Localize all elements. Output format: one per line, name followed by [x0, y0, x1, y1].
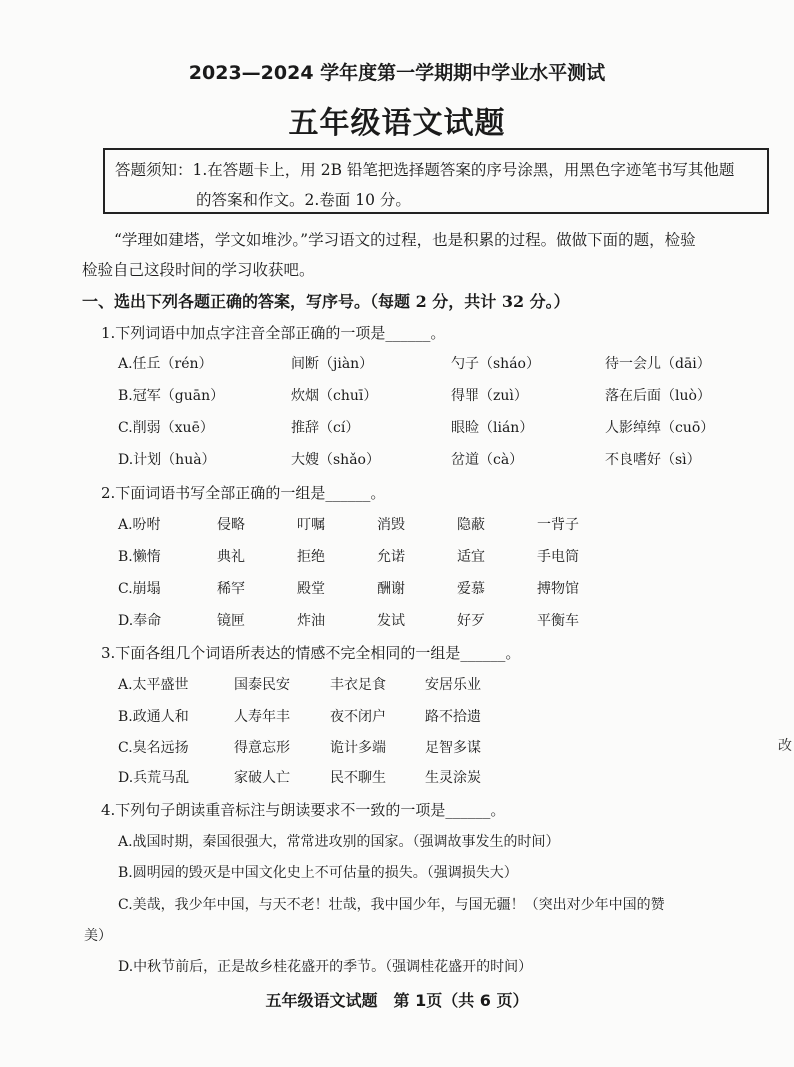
q2-option-d-1: D.奉命 — [118, 613, 162, 629]
page-footer: 五年级语文试题 第 1页（共 6 页） — [265, 991, 529, 1010]
instructions-line-2: 的答案和作文。2.卷面 10 分。 — [196, 191, 411, 209]
q3-option-b-3: 夜不闭户 — [330, 709, 386, 725]
q2-option-a-1: A.吩咐 — [118, 517, 161, 533]
q4-option-d: D.中秋节前后，正是故乡桂花盛开的季节。（强调桂花盛开的时间） — [118, 959, 533, 975]
q4-option-c-continued: 美） — [84, 928, 112, 944]
q2-option-d-2: 镜匣 — [217, 613, 245, 629]
q3-option-a-1: A.太平盛世 — [118, 677, 189, 693]
q2-option-c-6: 搏物馆 — [537, 581, 579, 597]
q3-option-c-3: 诡计多端 — [330, 740, 386, 756]
q2-option-b-1: B.懒惰 — [118, 549, 161, 565]
q3-option-c-2: 得意忘形 — [234, 740, 290, 756]
q3-option-d-4: 生灵涂炭 — [425, 770, 481, 786]
q2-option-c-4: 酬谢 — [377, 581, 405, 597]
q2-option-d-4: 发试 — [377, 613, 405, 629]
q1-option-c-4: 人影绰绰（cuō） — [605, 420, 715, 436]
q1-option-c-2: 推辞（cí） — [291, 420, 360, 436]
intro-line-2: 检验自己这段时间的学习收获吧。 — [82, 261, 315, 279]
q1-option-c-1: C.削弱（xuē） — [118, 420, 214, 436]
q3-option-b-1: B.政通人和 — [118, 709, 189, 725]
question-3-stem: 3.下面各组几个词语所表达的情感不完全相同的一组是______。 — [101, 644, 521, 662]
q1-option-a-1: A.任丘（rén） — [118, 356, 213, 372]
q2-option-b-3: 拒绝 — [297, 549, 325, 565]
q1-option-b-2: 炊烟（chuī） — [291, 388, 378, 404]
q2-option-b-2: 典礼 — [217, 549, 245, 565]
q2-option-d-6: 平衡车 — [537, 613, 579, 629]
q1-option-a-3: 勺子（sháo） — [451, 356, 540, 372]
section-1-heading: 一、选出下列各题正确的答案，写序号。（每题 2 分，共计 32 分。） — [82, 292, 570, 311]
q1-option-d-3: 岔道（cà） — [451, 452, 524, 468]
q3-option-b-2: 人寿年丰 — [234, 709, 290, 725]
q2-option-c-2: 稀罕 — [217, 581, 245, 597]
instructions-line-1: 答题须知：1.在答题卡上，用 2B 铅笔把选择题答案的序号涂黑，用黑色字迹笔书写其他题 — [115, 161, 735, 179]
q2-option-a-6: 一背子 — [537, 517, 579, 533]
q2-option-c-1: C.崩塌 — [118, 581, 161, 597]
q1-option-c-3: 眼睑（lián） — [451, 420, 534, 436]
q3-option-a-2: 国泰民安 — [234, 677, 290, 693]
q4-option-c: C.美哉，我少年中国，与天不老！壮哉，我中国少年，与国无疆！（突出对少年中国的赞 — [118, 897, 665, 913]
q3-option-a-4: 安居乐业 — [425, 677, 481, 693]
q2-option-b-6: 手电筒 — [537, 549, 579, 565]
q4-option-b: B.圆明园的毁灭是中国文化史上不可估量的损失。（强调损失大） — [118, 865, 518, 881]
q2-option-c-3: 殿堂 — [297, 581, 325, 597]
question-4-stem: 4.下列句子朗读重音标注与朗读要求不一致的一项是______。 — [101, 801, 506, 819]
q2-option-a-4: 消毁 — [377, 517, 405, 533]
q3-option-d-2: 家破人亡 — [234, 770, 290, 786]
q3-option-d-1: D.兵荒马乱 — [118, 770, 190, 786]
q3-option-d-3: 民不聊生 — [330, 770, 386, 786]
margin-note: 改 — [778, 738, 792, 754]
q3-option-c-4: 足智多谋 — [425, 740, 481, 756]
q1-option-a-2: 间断（jiàn） — [291, 356, 374, 372]
q2-option-a-5: 隐蔽 — [457, 517, 485, 533]
q2-option-d-5: 好歹 — [457, 613, 485, 629]
q3-option-b-4: 路不拾遗 — [425, 709, 481, 725]
question-1-stem: 1.下列词语中加点字注音全部正确的一项是______。 — [101, 324, 446, 342]
q1-option-b-4: 落在后面（luò） — [605, 388, 711, 404]
q1-option-d-1: D.计划（huà） — [118, 452, 216, 468]
intro-line-1: “学理如建塔，学文如堆沙。”学习语文的过程，也是积累的过程。做做下面的题，检验 — [114, 231, 696, 249]
q1-option-b-1: B.冠军（guān） — [118, 388, 225, 404]
q1-option-b-3: 得罪（zuì） — [451, 388, 528, 404]
exam-supertitle: 2023—2024 学年度第一学期期中学业水平测试 — [188, 62, 606, 84]
q1-option-a-4: 待一会儿（dāi） — [605, 356, 711, 372]
q3-option-a-3: 丰衣足食 — [330, 677, 386, 693]
q2-option-d-3: 炸油 — [297, 613, 325, 629]
question-2-stem: 2.下面词语书写全部正确的一组是______。 — [101, 484, 386, 502]
instructions-box — [103, 148, 769, 214]
q1-option-d-4: 不良嗜好（sì） — [605, 452, 701, 468]
q4-option-a: A.战国时期，秦国很强大，常常进攻别的国家。（强调故事发生的时间） — [118, 834, 560, 850]
q1-option-d-2: 大嫂（shǎo） — [291, 452, 380, 468]
q2-option-b-5: 适宜 — [457, 549, 485, 565]
q2-option-a-3: 叮嘱 — [297, 517, 325, 533]
q3-option-c-1: C.臭名远扬 — [118, 740, 189, 756]
q2-option-b-4: 允诺 — [377, 549, 405, 565]
q2-option-a-2: 侵略 — [217, 517, 245, 533]
exam-title: 五年级语文试题 — [288, 106, 506, 141]
q2-option-c-5: 爱慕 — [457, 581, 485, 597]
